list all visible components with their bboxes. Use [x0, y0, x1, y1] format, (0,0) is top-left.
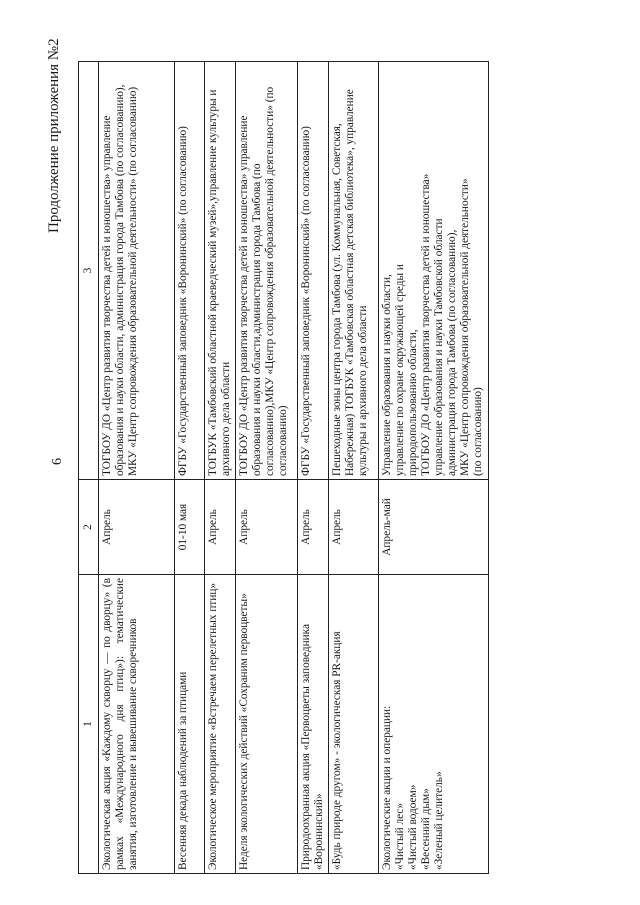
event-line: «Весенний дым»	[420, 788, 432, 870]
date-cell: Апрель	[236, 480, 298, 575]
participants-cell: ТОГБУК «Тамбовский областной краеведческий музей»,управление культуры и архивного дела области	[205, 62, 236, 480]
participant-line: Управление образования и науки области,	[381, 274, 393, 476]
event-line: «Чистый лес»	[394, 802, 406, 870]
event-cell: Экологическая акция «Каждому скворцу — по дворцу» (в рамках «Международного дня птиц»): тематические занятия, изготовление и вывешивание скворечников	[99, 575, 175, 874]
date-cell: Апрель	[205, 480, 236, 575]
participant-line: администрация города Тамбова (по согласованию),	[446, 229, 458, 476]
table-row	[175, 62, 205, 874]
participant-line: управление образования и науки Тамбовской области	[433, 218, 445, 476]
table-row	[298, 62, 329, 874]
event-cell: Весенняя декада наблюдений за птицами	[175, 575, 205, 874]
continuation-title: Продолжение приложения №2	[46, 38, 62, 233]
date-cell: Апрель	[298, 480, 329, 575]
column-header-1: 1	[79, 575, 99, 874]
date-cell: 01-10 мая	[175, 480, 205, 575]
date-cell: Апрель	[329, 480, 379, 575]
table-row	[99, 62, 175, 874]
event-cell: Природоохранная акция «Первоцветы заповедника «Воронинский»	[298, 575, 329, 874]
event-cell: «Будь природе другом» - экологическая PR-акция	[329, 575, 379, 874]
participant-line: ТОГБОУ ДО «Центр развития творчества детей и юношества»	[420, 173, 432, 476]
participant-line: управление по охране окружающей среды и	[394, 264, 406, 476]
table-row	[329, 62, 379, 874]
event-line: «Зеленый целитель»	[433, 771, 445, 870]
page-number: 6	[50, 457, 65, 465]
table-header-row	[79, 62, 99, 874]
participant-line: (по согласованию)	[472, 387, 484, 476]
participant-line: природопользованию области,	[407, 329, 419, 476]
event-line: Экологические акции и операции:	[381, 705, 393, 870]
participant-line: МКУ «Центр сопровождения образовательной деятельности»	[459, 178, 471, 476]
column-header-3: 3	[79, 62, 99, 480]
date-cell: Апрель-май	[379, 480, 489, 575]
events-table	[78, 61, 489, 874]
column-header-2: 2	[79, 480, 99, 575]
date-cell: Апрель	[99, 480, 175, 575]
participants-cell: ТОГБОУ ДО «Центр развития творчества детей и юношества» управление образования и науки области,администрация города Тамбова (по согласованию),МКУ «Центр сопровождения образовательной деятельности» (по согласованию)	[236, 62, 298, 480]
event-cell: Неделя экологических действий «Сохраним первоцветы»	[236, 575, 298, 874]
table-row	[205, 62, 236, 874]
participants-cell	[379, 62, 489, 480]
event-cell: Экологическое мероприятие «Встречаем перелетных птиц»	[205, 575, 236, 874]
participants-cell: Пешеходные зоны центра города Тамбова (ул. Коммунальная, Советская, Набережная) ТОГБУК «Тамбовская областная детская библиотека», управление культуры и архивного дела области	[329, 62, 379, 480]
participants-cell: ФГБУ «Государственный заповедник «Воронинский» (по согласованию)	[298, 62, 329, 480]
participants-cell: ФГБУ «Государственный заповедник «Воронинский» (по согласованию)	[175, 62, 205, 480]
participants-cell: ТОГБОУ ДО «Центр развития творчества детей и юношества» управление образования и науки области, администрация города Тамбова (по согласованию), МКУ «Центр сопровождения образовательной деятельности» (по согласованию)	[99, 62, 175, 480]
event-cell	[379, 575, 489, 874]
table-row	[379, 62, 489, 874]
table-row	[236, 62, 298, 874]
event-line: «Чистый водоем»	[407, 784, 419, 870]
